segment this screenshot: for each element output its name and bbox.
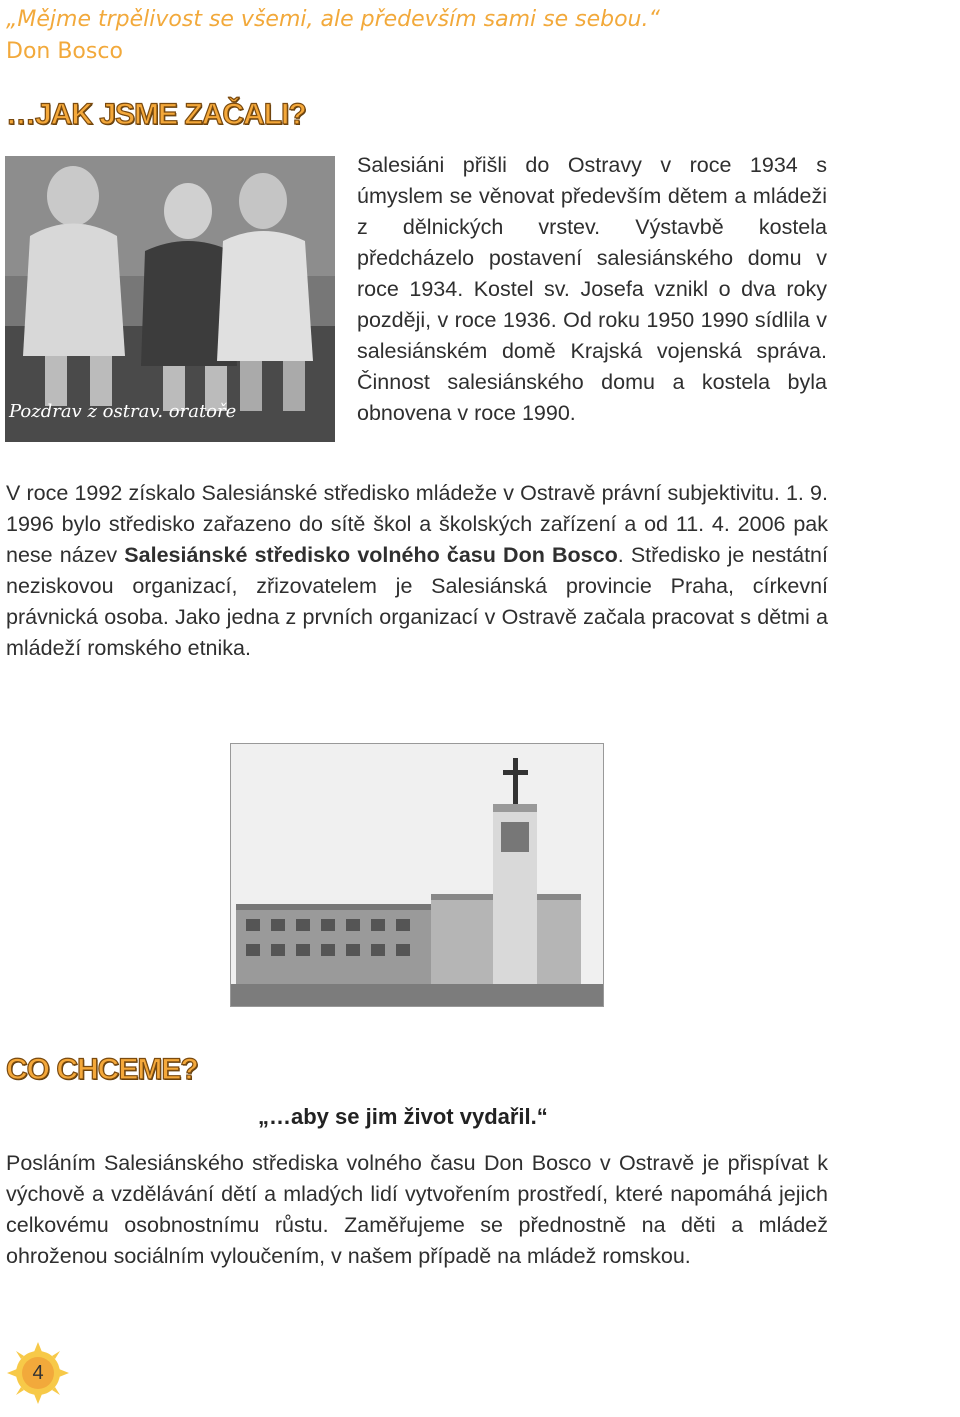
mission-paragraph: Posláním Salesiánského střediska volného času Don Bosco v Ostravě je přispívat k výchově a vzdělávání dětí a mladých lidí vytvořením prostředí, které napomáhá jejich celkovému osobnostnímu růstu. Zaměřujeme se přednostně na děti a mládež ohroženou sociálním vyloučením, v našem případě na mládež romskou. — [6, 1151, 828, 1268]
intro-paragraph: Salesiáni přišli do Ostravy v roce 1934 s úmyslem se věnovat především dětem a mládeži z dělnických vrstev. Výstavbě kostela předcházelo postavení salesiánského domu v roce 1934. Kostel sv. Josefa vznikl o dva roky později, v roce 1936. Od roku 1950 1990 sídlila v salesiánském domě Krajská vojenská správa. Činnost salesiánského domu a kostela byla obnovena v roce 1990. — [357, 153, 827, 425]
history-text-start: V roce 1992 získalo Salesiánské středisko mládeže v Ostravě právní subjektivitu. 1. 9. 1996 bylo středisko zařazeno do sítě škol a školských zařízení a od 11. 4. 2006 pak nese název — [6, 481, 828, 567]
history-paragraph — [6, 478, 828, 664]
goal-tagline: „…aby se jim život vydařil.“ — [258, 1104, 548, 1129]
epigraph-text: „Mějme trpělivost se všemi, ale především sami se sebou.“ — [6, 7, 660, 32]
historic-photo-children — [5, 156, 335, 442]
epigraph — [6, 4, 660, 68]
epigraph-author: Don Bosco — [6, 39, 123, 64]
history-text-end: . Středisko je nestátní neziskovou organizací, zřizovatelem je Salesiánská provincie Praha, církevní právnická osoba. Jako jedna z prvních organizací v Ostravě začala pracovat s dětmi a mládeží romského etnika. — [6, 543, 828, 660]
section-heading-beginnings: …JAK JSME ZAČALI? — [6, 98, 306, 131]
photo-caption: Pozdrav z ostrav. oratoře — [9, 401, 237, 422]
organization-name: Salesiánské středisko volného času Don Bosco — [124, 543, 618, 567]
section-heading-goals: CO CHCEME? — [6, 1053, 198, 1086]
page-number: 4 — [32, 1362, 44, 1384]
church-photo — [230, 743, 604, 1007]
